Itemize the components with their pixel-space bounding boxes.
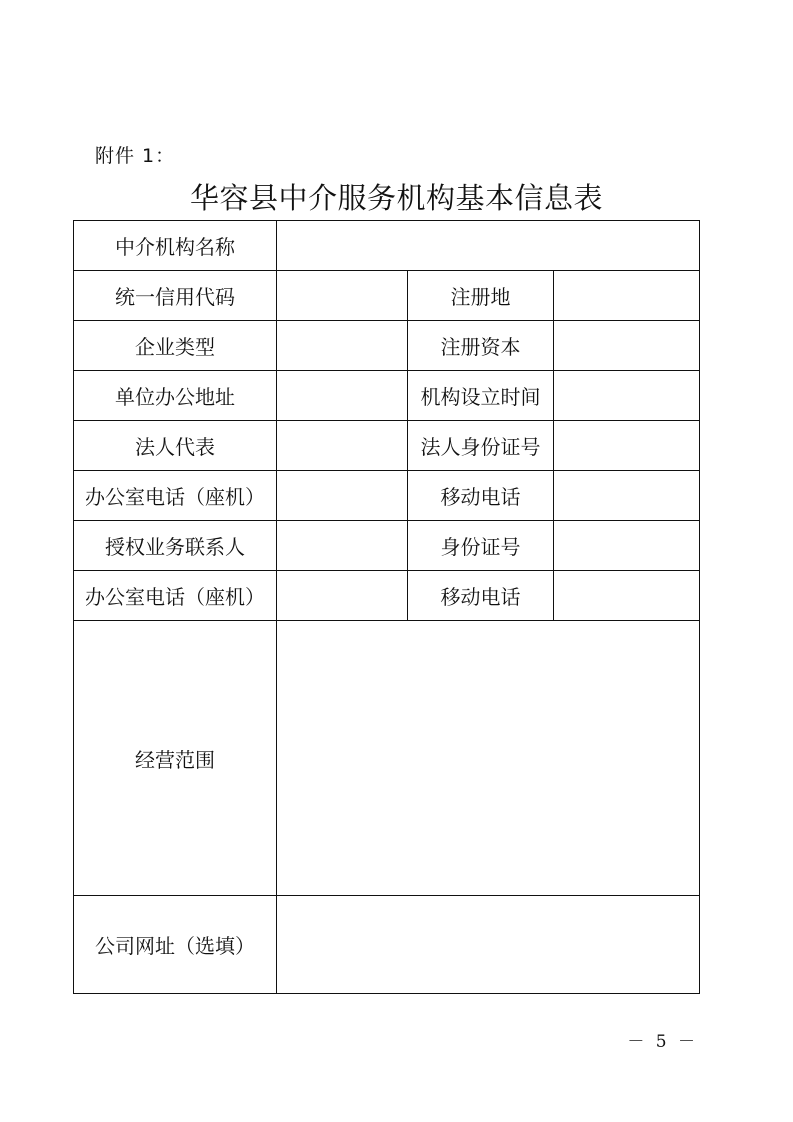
reg-place-field[interactable] xyxy=(554,271,700,321)
contact-id-label: 身份证号 xyxy=(408,521,554,571)
row-contact xyxy=(74,521,700,571)
office-phone-1-field[interactable] xyxy=(277,471,408,521)
agency-name-label: 中介机构名称 xyxy=(74,221,277,271)
row-credit-code xyxy=(74,271,700,321)
reg-capital-label: 注册资本 xyxy=(408,321,554,371)
page-number: － 5 － xyxy=(627,1032,698,1052)
row-legal-rep xyxy=(74,421,700,471)
scope-label: 经营范围 xyxy=(74,621,277,896)
row-scope xyxy=(74,621,700,896)
founded-time-label: 机构设立时间 xyxy=(408,371,554,421)
mobile-1-label: 移动电话 xyxy=(408,471,554,521)
office-phone-2-label: 办公室电话（座机） xyxy=(74,571,277,621)
row-enterprise-type xyxy=(74,321,700,371)
row-address xyxy=(74,371,700,421)
reg-capital-field[interactable] xyxy=(554,321,700,371)
office-phone-1-label: 办公室电话（座机） xyxy=(74,471,277,521)
agency-name-field[interactable] xyxy=(277,221,700,271)
address-field[interactable] xyxy=(277,371,408,421)
row-office-phone-2 xyxy=(74,571,700,621)
founded-time-field[interactable] xyxy=(554,371,700,421)
legal-id-field[interactable] xyxy=(554,421,700,471)
attachment-label: 附件 1： xyxy=(95,145,176,167)
contact-field[interactable] xyxy=(277,521,408,571)
credit-code-field[interactable] xyxy=(277,271,408,321)
row-office-phone-1 xyxy=(74,471,700,521)
contact-label: 授权业务联系人 xyxy=(74,521,277,571)
reg-place-label: 注册地 xyxy=(408,271,554,321)
contact-id-field[interactable] xyxy=(554,521,700,571)
scope-field[interactable] xyxy=(277,621,700,896)
form-title: 华容县中介服务机构基本信息表 xyxy=(189,181,603,215)
enterprise-type-label: 企业类型 xyxy=(74,321,277,371)
address-label: 单位办公地址 xyxy=(74,371,277,421)
legal-rep-label: 法人代表 xyxy=(74,421,277,471)
office-phone-2-field[interactable] xyxy=(277,571,408,621)
legal-rep-field[interactable] xyxy=(277,421,408,471)
legal-id-label: 法人身份证号 xyxy=(408,421,554,471)
row-agency-name xyxy=(74,221,700,271)
mobile-1-field[interactable] xyxy=(554,471,700,521)
website-field[interactable] xyxy=(277,896,700,994)
website-label: 公司网址（选填） xyxy=(74,896,277,994)
enterprise-type-field[interactable] xyxy=(277,321,408,371)
info-form-table xyxy=(73,220,700,994)
row-website xyxy=(74,896,700,994)
credit-code-label: 统一信用代码 xyxy=(74,271,277,321)
mobile-2-field[interactable] xyxy=(554,571,700,621)
mobile-2-label: 移动电话 xyxy=(408,571,554,621)
